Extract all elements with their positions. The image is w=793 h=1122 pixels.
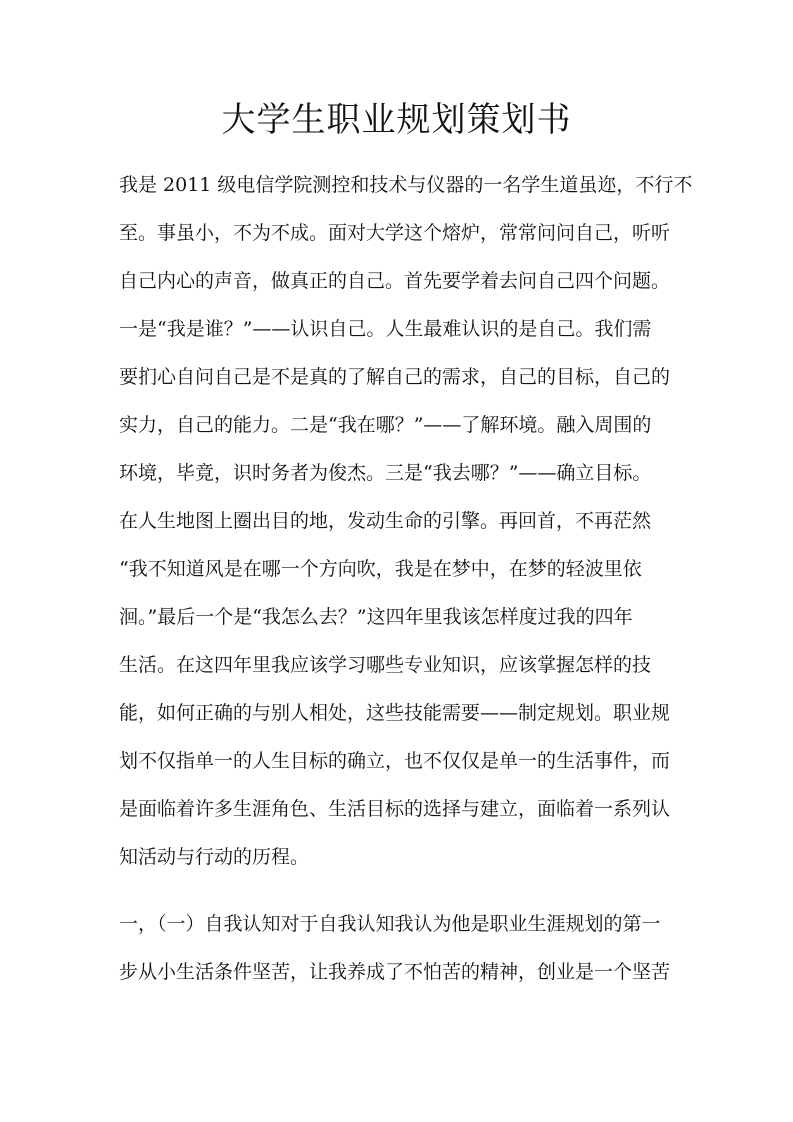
- self-awareness-paragraph: [119, 900, 679, 996]
- text-line: 环境，毕竟，识时务者为俊杰。三是“我去哪？”——确立目标。: [119, 462, 652, 484]
- text-line: “我不知道风是在哪一个方向吹，我是在梦中，在梦的轻波里依: [119, 558, 642, 580]
- text-line: 要扪心自问自己是不是真的了解自己的需求，自己的目标，自己的: [119, 366, 671, 388]
- text-line: 一，（一）自我认知对于自我认知我认为他是职业生涯规划的第一: [119, 913, 661, 935]
- text-line: 能，如何正确的与别人相处，这些技能需要——制定规划。职业规: [119, 702, 671, 724]
- intro-paragraph: [119, 161, 693, 881]
- text-line: 实力，自己的能力。二是“我在哪？”——了解环境。融入周围的: [119, 414, 652, 436]
- document-title: 大学生职业规划策划书: [221, 100, 572, 140]
- text-line: 是面临着许多生涯角色、生活目标的选择与建立，面临着一系列认: [119, 798, 671, 820]
- text-line: 步从小生活条件坚苦，让我养成了不怕苦的精神，创业是一个坚苦: [119, 961, 671, 983]
- text-line: 至。事虽小，不为不成。面对大学这个熔炉，常常问问自己，听听: [119, 222, 671, 244]
- text-line: 洄。”最后一个是“我怎么去？”这四年里我该怎样度过我的四年: [119, 606, 633, 628]
- text-line: 一是“我是谁？”——认识自己。人生最难认识的是自己。我们需: [119, 318, 652, 340]
- text-line: 划不仅指单一的人生目标的确立，也不仅仅是单一的生活事件，而: [119, 750, 671, 772]
- text-line: 自己内心的声音，做真正的自己。首先要学着去问自己四个问题。: [119, 270, 671, 292]
- text-line: 生活。在这四年里我应该学习哪些专业知识，应该掌握怎样的技: [119, 654, 652, 676]
- text-line: 知活动与行动的历程。: [119, 846, 310, 868]
- text-line: 我是 2011 级电信学院测控和技术与仪器的一名学生道虽迩，不行不: [119, 174, 693, 196]
- text-line: 在人生地图上圈出目的地，发动生命的引擎。再回首，不再茫然: [119, 510, 652, 532]
